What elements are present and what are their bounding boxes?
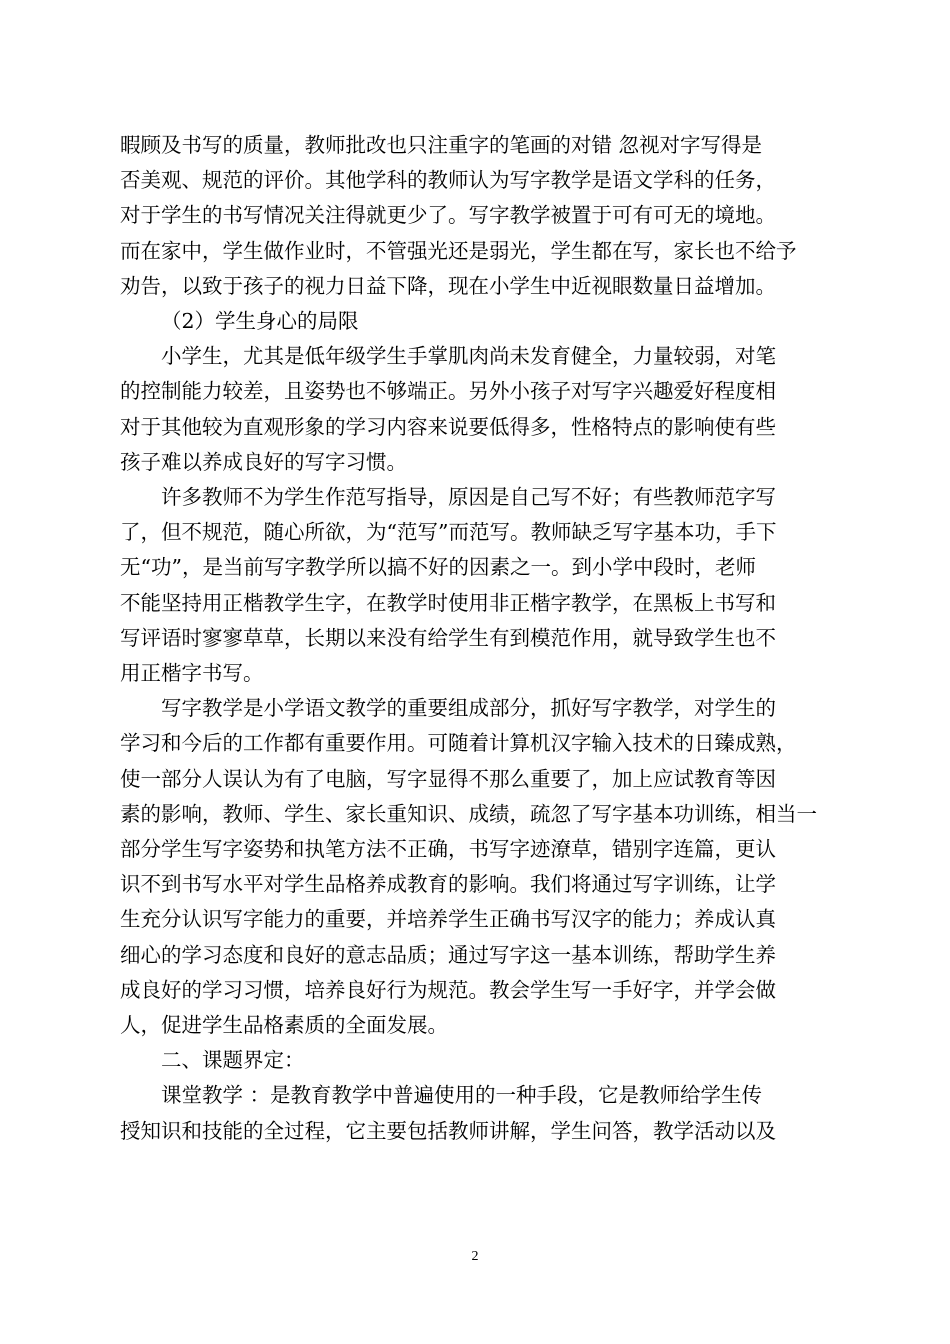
text-line: 否美观、规范的评价。其他学科的教师认为写字教学是语文学科的任务， bbox=[120, 168, 776, 193]
text-line: （2）学生身心的局限 bbox=[161, 309, 359, 334]
text-line: 不能坚持用正楷教学生字，在教学时使用非正楷字教学，在黑板上书写和 bbox=[120, 590, 776, 615]
text-line: 课堂教学 ：是教育教学中普遍使用的一种手段，它是教师给学生传 bbox=[161, 1083, 763, 1108]
text-line: 写字教学是小学语文教学的重要组成部分，抓好写字教学，对学生的 bbox=[161, 696, 776, 721]
text-line: 识不到书写水平对学生品格养成教育的影响。我们将通过写字训练，让学 bbox=[120, 872, 776, 897]
text-line: 而在家中，学生做作业时，不管强光还是弱光，学生都在写，家长也不给予 bbox=[120, 238, 797, 263]
text-line: 部分学生写字姿势和执笔方法不正确，书写字迹潦草，错别字连篇，更认 bbox=[120, 837, 776, 862]
text-line: 小学生，尤其是低年级学生手掌肌肉尚未发育健全，力量较弱，对笔 bbox=[161, 344, 776, 369]
text-line: 劝告，以致于孩子的视力日益下降，现在小学生中近视眼数量日益增加。 bbox=[120, 273, 776, 298]
body-paragraph bbox=[120, 339, 830, 480]
text-line: 用正楷字书写。 bbox=[120, 661, 264, 686]
text-line: 生充分认识写字能力的重要，并培养学生正确书写汉字的能力；养成认真 bbox=[120, 907, 776, 932]
text-line: 对于其他较为直观形象的学习内容来说要低得多，性格特点的影响使有些 bbox=[120, 414, 776, 439]
text-line: 成良好的学习习惯，培养良好行为规范。教会学生写一手好字，并学会做 bbox=[120, 977, 776, 1002]
text-line: 人，促进学生品格素质的全面发展。 bbox=[120, 1013, 448, 1038]
text-line: 二、课题界定： bbox=[161, 1048, 305, 1073]
body-paragraph bbox=[120, 691, 830, 1043]
text-line: 细心的学习态度和良好的意志品质；通过写字这一基本训练，帮助学生养 bbox=[120, 942, 776, 967]
text-line: 使一部分人误认为有了电脑，写字显得不那么重要了，加上应试教育等因 bbox=[120, 766, 776, 791]
text-line: 素的影响，教师、学生、家长重知识、成绩，疏忽了写字基本功训练，相当一 bbox=[120, 801, 817, 826]
text-line: 许多教师不为学生作范写指导，原因是自己写不好；有些教师范字写 bbox=[161, 485, 776, 510]
text-line: 学习和今后的工作都有重要作用。可随着计算机汉字输入技术的日臻成熟， bbox=[120, 731, 797, 756]
body-paragraph bbox=[120, 128, 830, 304]
body-paragraph bbox=[120, 480, 830, 691]
section-heading bbox=[120, 304, 830, 339]
text-line: 对于学生的书写情况关注得就更少了。写字教学被置于可有可无的境地。 bbox=[120, 203, 776, 228]
body-paragraph bbox=[120, 1078, 830, 1148]
text-line: 写评语时寥寥草草，长期以来没有给学生有到模范作用，就导致学生也不 bbox=[120, 625, 776, 650]
text-line: 授知识和技能的全过程，它主要包括教师讲解，学生问答，教学活动以及 bbox=[120, 1118, 776, 1143]
text-line: 孩子难以养成良好的写字习惯。 bbox=[120, 449, 407, 474]
section-heading bbox=[120, 1043, 830, 1078]
document-body bbox=[120, 128, 830, 1149]
text-line: 暇顾及书写的质量，教师批改也只注重字的笔画的对错 忽视对字写得是 bbox=[120, 133, 763, 157]
page-number: 2 bbox=[471, 1249, 479, 1264]
text-line: 的控制能力较差，且姿势也不够端正。另外小孩子对写字兴趣爱好程度相 bbox=[120, 379, 776, 404]
text-line: 了，但不规范，随心所欲，为“范写”而范写。教师缺乏写字基本功，手下 bbox=[120, 520, 777, 545]
text-line: 无“功”，是当前写字教学所以搞不好的因素之一。到小学中段时，老师 bbox=[120, 555, 756, 580]
document-page bbox=[120, 128, 830, 1149]
